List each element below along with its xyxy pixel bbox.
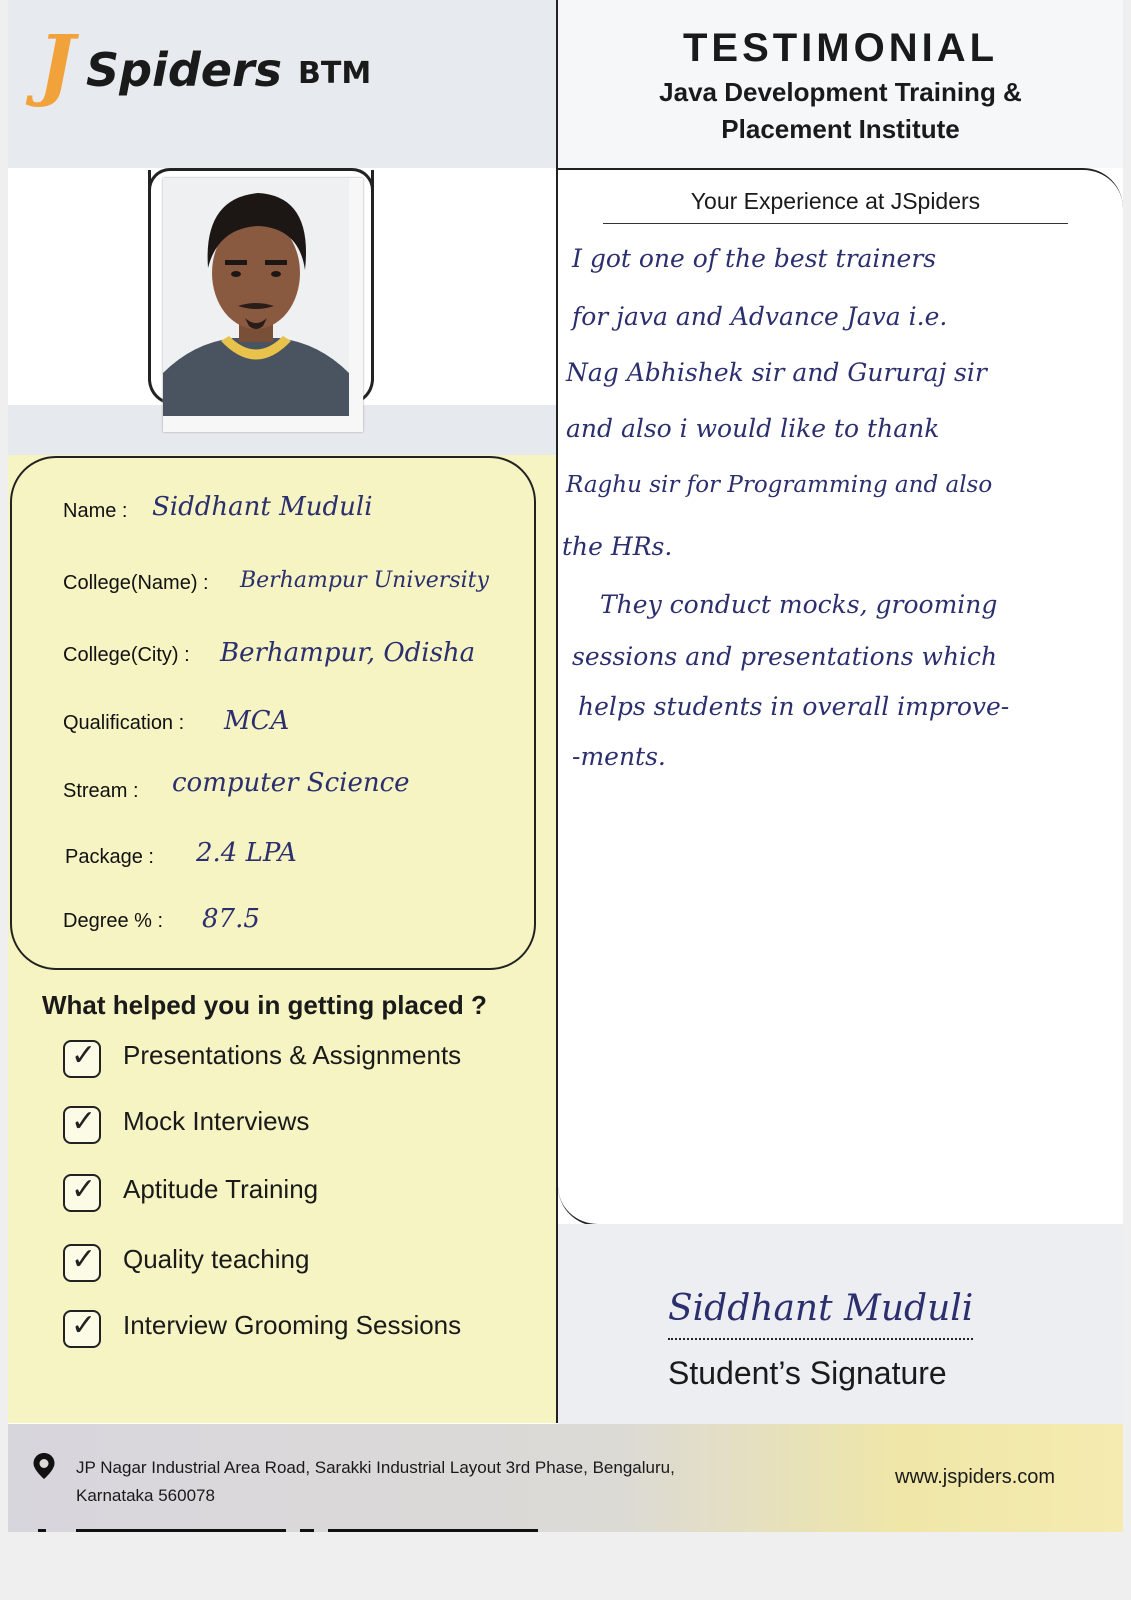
check-icon: ✓	[71, 1172, 97, 1207]
footer-website[interactable]: www.jspiders.com	[895, 1466, 1056, 1488]
subtitle-line-2: Placement Institute	[721, 114, 960, 144]
field-college-name-label: College(Name) :	[63, 572, 209, 594]
experience-line: They conduct mocks, grooming	[600, 590, 998, 619]
address-line-1: JP Nagar Industrial Area Road, Sarakki Industrial Layout 3rd Phase, Bengaluru,	[76, 1458, 675, 1477]
check-icon: ✓	[71, 1104, 97, 1139]
logo-j: J	[38, 19, 75, 110]
checkbox[interactable]	[63, 1106, 101, 1144]
logo-branch: BTM	[298, 56, 372, 91]
signature-label: Student’s Signature	[668, 1355, 947, 1391]
experience-line: Nag Abhishek sir and Gururaj sir	[566, 358, 987, 387]
page-title: TESTIMONIAL	[682, 26, 999, 70]
helped-question: What helped you in getting placed ?	[42, 990, 487, 1020]
student-signature-handwritten: Siddhant Muduli	[668, 1288, 974, 1329]
page-subtitle	[558, 74, 1123, 148]
field-name-label: Name :	[63, 500, 128, 522]
field-qualification-value: MCA	[224, 706, 290, 736]
experience-line: Raghu sir for Programming and also	[566, 472, 993, 498]
field-degree-value: 87.5	[202, 904, 260, 934]
logo-spiders: Spiders	[86, 43, 283, 97]
student-photo-drawing	[163, 178, 349, 416]
field-qualification-label: Qualification :	[63, 712, 185, 734]
helped-item-label: Presentations & Assignments	[123, 1040, 462, 1070]
experience-line: helps students in overall improve-	[578, 692, 1010, 721]
helped-item-label: Interview Grooming Sessions	[123, 1310, 462, 1340]
check-icon: ✓	[71, 1038, 97, 1073]
field-name-value: Siddhant Muduli	[152, 492, 373, 522]
experience-title: Your Experience at JSpiders	[603, 188, 1068, 224]
check-icon: ✓	[71, 1308, 97, 1343]
experience-line: and also i would like to thank	[566, 414, 940, 443]
student-photo	[163, 178, 363, 432]
field-stream-value: computer Science	[172, 768, 410, 798]
experience-line: sessions and presentations which	[572, 642, 998, 671]
field-college-name-value: Berhampur University	[240, 568, 489, 593]
checkbox[interactable]	[63, 1040, 101, 1078]
field-degree-label: Degree % :	[63, 910, 164, 932]
field-package-value: 2.4 LPA	[196, 838, 297, 868]
field-stream-label: Stream :	[63, 780, 139, 802]
checkbox[interactable]	[63, 1310, 101, 1348]
helped-item-label: Quality teaching	[123, 1244, 310, 1274]
experience-line: for java and Advance Java i.e.	[572, 302, 948, 331]
experience-line: -ments.	[572, 742, 666, 771]
field-college-city-label: College(City) :	[63, 644, 190, 666]
footer-cropped-text	[38, 1522, 558, 1532]
subtitle-line-1: Java Development Training &	[659, 77, 1022, 107]
map-pin-icon	[32, 1452, 56, 1484]
experience-line: I got one of the best trainers	[572, 244, 937, 273]
checkbox[interactable]	[63, 1174, 101, 1212]
experience-line: the HRs.	[562, 532, 673, 561]
signature-line	[668, 1338, 973, 1340]
checkbox[interactable]	[63, 1244, 101, 1282]
check-icon: ✓	[71, 1242, 97, 1277]
helped-item-label: Aptitude Training	[123, 1174, 319, 1204]
helped-item-label: Mock Interviews	[123, 1106, 310, 1136]
field-package-label: Package :	[65, 846, 154, 868]
field-college-city-value: Berhampur, Odisha	[220, 638, 476, 668]
footer-address	[76, 1454, 756, 1510]
address-line-2: Karnataka 560078	[76, 1486, 215, 1505]
